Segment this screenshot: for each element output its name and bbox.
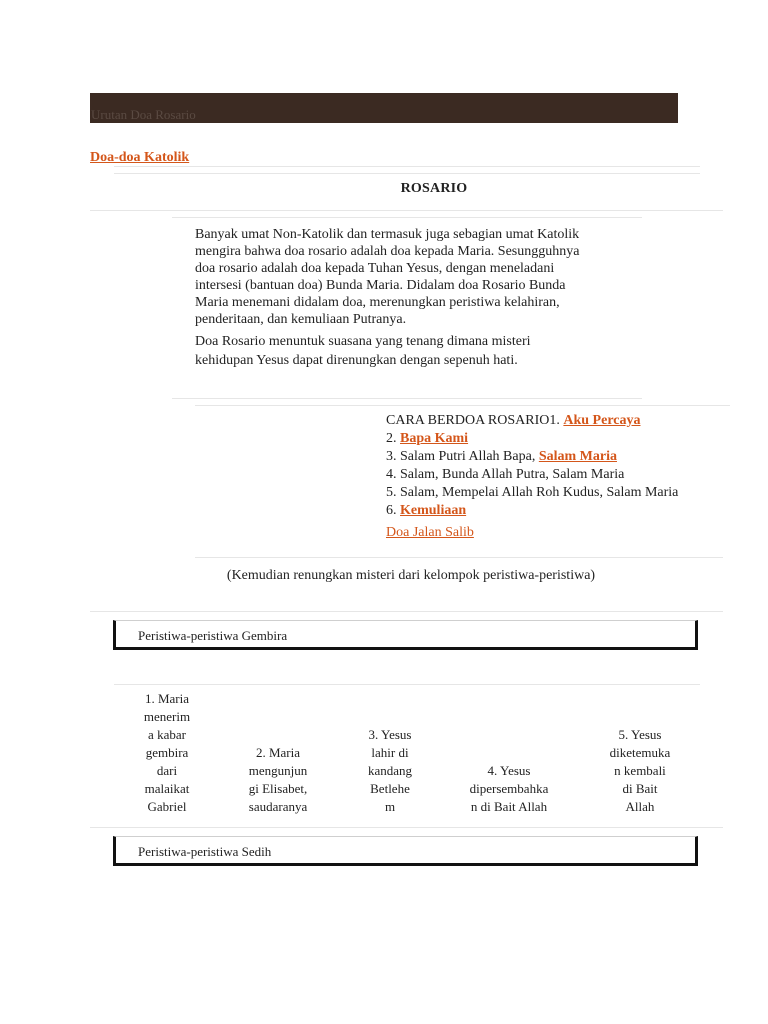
page-title: ROSARIO bbox=[400, 181, 468, 196]
mystery-line: gi Elisabet, bbox=[248, 781, 308, 796]
mystery-line: 2. Maria bbox=[255, 745, 301, 760]
step-2 bbox=[386, 430, 746, 448]
mystery-line: malaikat bbox=[144, 781, 190, 796]
intro-line: Maria menemani didalam doa, merenungkan peristiwa kelahiran, bbox=[195, 295, 560, 310]
mystery-line: 5. Yesus bbox=[618, 727, 662, 742]
intro-line: mengira bahwa doa rosario adalah doa kepada Maria. Sesungguhnya bbox=[195, 244, 580, 259]
section-title: Peristiwa-peristiwa Sedih bbox=[138, 844, 272, 859]
mystery-line: Gabriel bbox=[147, 799, 187, 814]
aku-percaya-link[interactable]: Aku Percaya bbox=[563, 413, 641, 428]
jalan-salib-link[interactable]: Doa Jalan Salib bbox=[386, 525, 474, 540]
divider bbox=[90, 611, 723, 612]
salam-maria-link[interactable]: Salam Maria bbox=[538, 449, 617, 464]
divider bbox=[114, 166, 700, 167]
mystery-line: diketemuka bbox=[609, 745, 671, 760]
mystery-5 bbox=[592, 726, 688, 816]
mystery-line: menerim bbox=[143, 709, 191, 724]
mystery-3 bbox=[345, 726, 435, 816]
mystery-line: dari bbox=[156, 763, 178, 778]
mystery-4 bbox=[448, 762, 570, 816]
mystery-line: saudaranya bbox=[248, 799, 308, 814]
category-link[interactable]: Doa-doa Katolik bbox=[90, 150, 190, 165]
step-text: 3. Salam Putri Allah Bapa, bbox=[386, 449, 539, 464]
mystery-2 bbox=[228, 744, 328, 816]
mystery-line: mengunjun bbox=[248, 763, 308, 778]
divider bbox=[90, 210, 723, 211]
mystery-line: gembira bbox=[145, 745, 189, 760]
intro-line: Doa Rosario menuntuk suasana yang tenang dimana misteri bbox=[195, 334, 531, 349]
divider bbox=[195, 405, 730, 406]
divider bbox=[172, 217, 642, 218]
intro-text bbox=[195, 226, 615, 370]
intro-line: kehidupan Yesus dapat direnungkan dengan sepenuh hati. bbox=[195, 353, 518, 368]
mystery-line: Betlehe bbox=[370, 781, 410, 796]
divider bbox=[114, 684, 700, 685]
kemuliaan-link[interactable]: Kemuliaan bbox=[400, 503, 467, 518]
step-text: CARA BERDOA ROSARIO1. bbox=[386, 413, 564, 428]
step-text: 6. bbox=[386, 503, 400, 518]
instruction-text: (Kemudian renungkan misteri dari kelompok peristiwa-peristiwa) bbox=[226, 568, 596, 583]
intro-line: intersesi (bantuan doa) Bunda Maria. Didalam doa Rosario Bunda bbox=[195, 278, 566, 293]
mystery-line: 4. Yesus bbox=[487, 763, 531, 778]
divider bbox=[195, 557, 723, 558]
prayer-steps bbox=[386, 412, 746, 542]
category-link-wrapper bbox=[90, 149, 189, 167]
divider bbox=[90, 827, 723, 828]
intro-line: doa rosario adalah doa kepada Tuhan Yesus, dengan meneladani bbox=[195, 261, 555, 276]
bapa-kami-link[interactable]: Bapa Kami bbox=[400, 431, 469, 446]
mystery-line: 3. Yesus bbox=[368, 727, 412, 742]
divider bbox=[172, 398, 642, 399]
mystery-line: a kabar bbox=[148, 727, 186, 742]
divider bbox=[114, 173, 700, 174]
mystery-line: di Bait bbox=[622, 781, 658, 796]
banner bbox=[90, 93, 678, 123]
mystery-line: n kembali bbox=[614, 763, 666, 778]
step-4: 4. Salam, Bunda Allah Putra, Salam Maria bbox=[386, 467, 625, 482]
intro-line: Banyak umat Non-Katolik dan termasuk juga sebagian umat Katolik bbox=[195, 227, 580, 242]
mystery-line: n di Bait Allah bbox=[470, 799, 548, 814]
step-5: 5. Salam, Mempelai Allah Roh Kudus, Salam Maria bbox=[386, 485, 679, 500]
mystery-line: 1. Maria bbox=[144, 691, 190, 706]
mystery-line: kandang bbox=[367, 763, 413, 778]
mystery-1 bbox=[124, 690, 210, 816]
step-3 bbox=[386, 448, 746, 466]
section-title: Peristiwa-peristiwa Gembira bbox=[138, 628, 288, 643]
mystery-line: m bbox=[384, 799, 396, 814]
section-header-sedih bbox=[113, 836, 698, 866]
intro-line: penderitaan, dan kemuliaan Putranya. bbox=[195, 312, 407, 327]
mystery-line: dipersembahka bbox=[469, 781, 549, 796]
step-6 bbox=[386, 502, 746, 520]
jalan-salib-wrapper bbox=[386, 524, 746, 542]
mystery-line: Allah bbox=[625, 799, 655, 814]
step-1 bbox=[386, 412, 746, 430]
step-text: 2. bbox=[386, 431, 400, 446]
mystery-line: lahir di bbox=[371, 745, 409, 760]
banner-title: Urutan Doa Rosario bbox=[91, 107, 196, 122]
section-header-gembira bbox=[113, 620, 698, 650]
